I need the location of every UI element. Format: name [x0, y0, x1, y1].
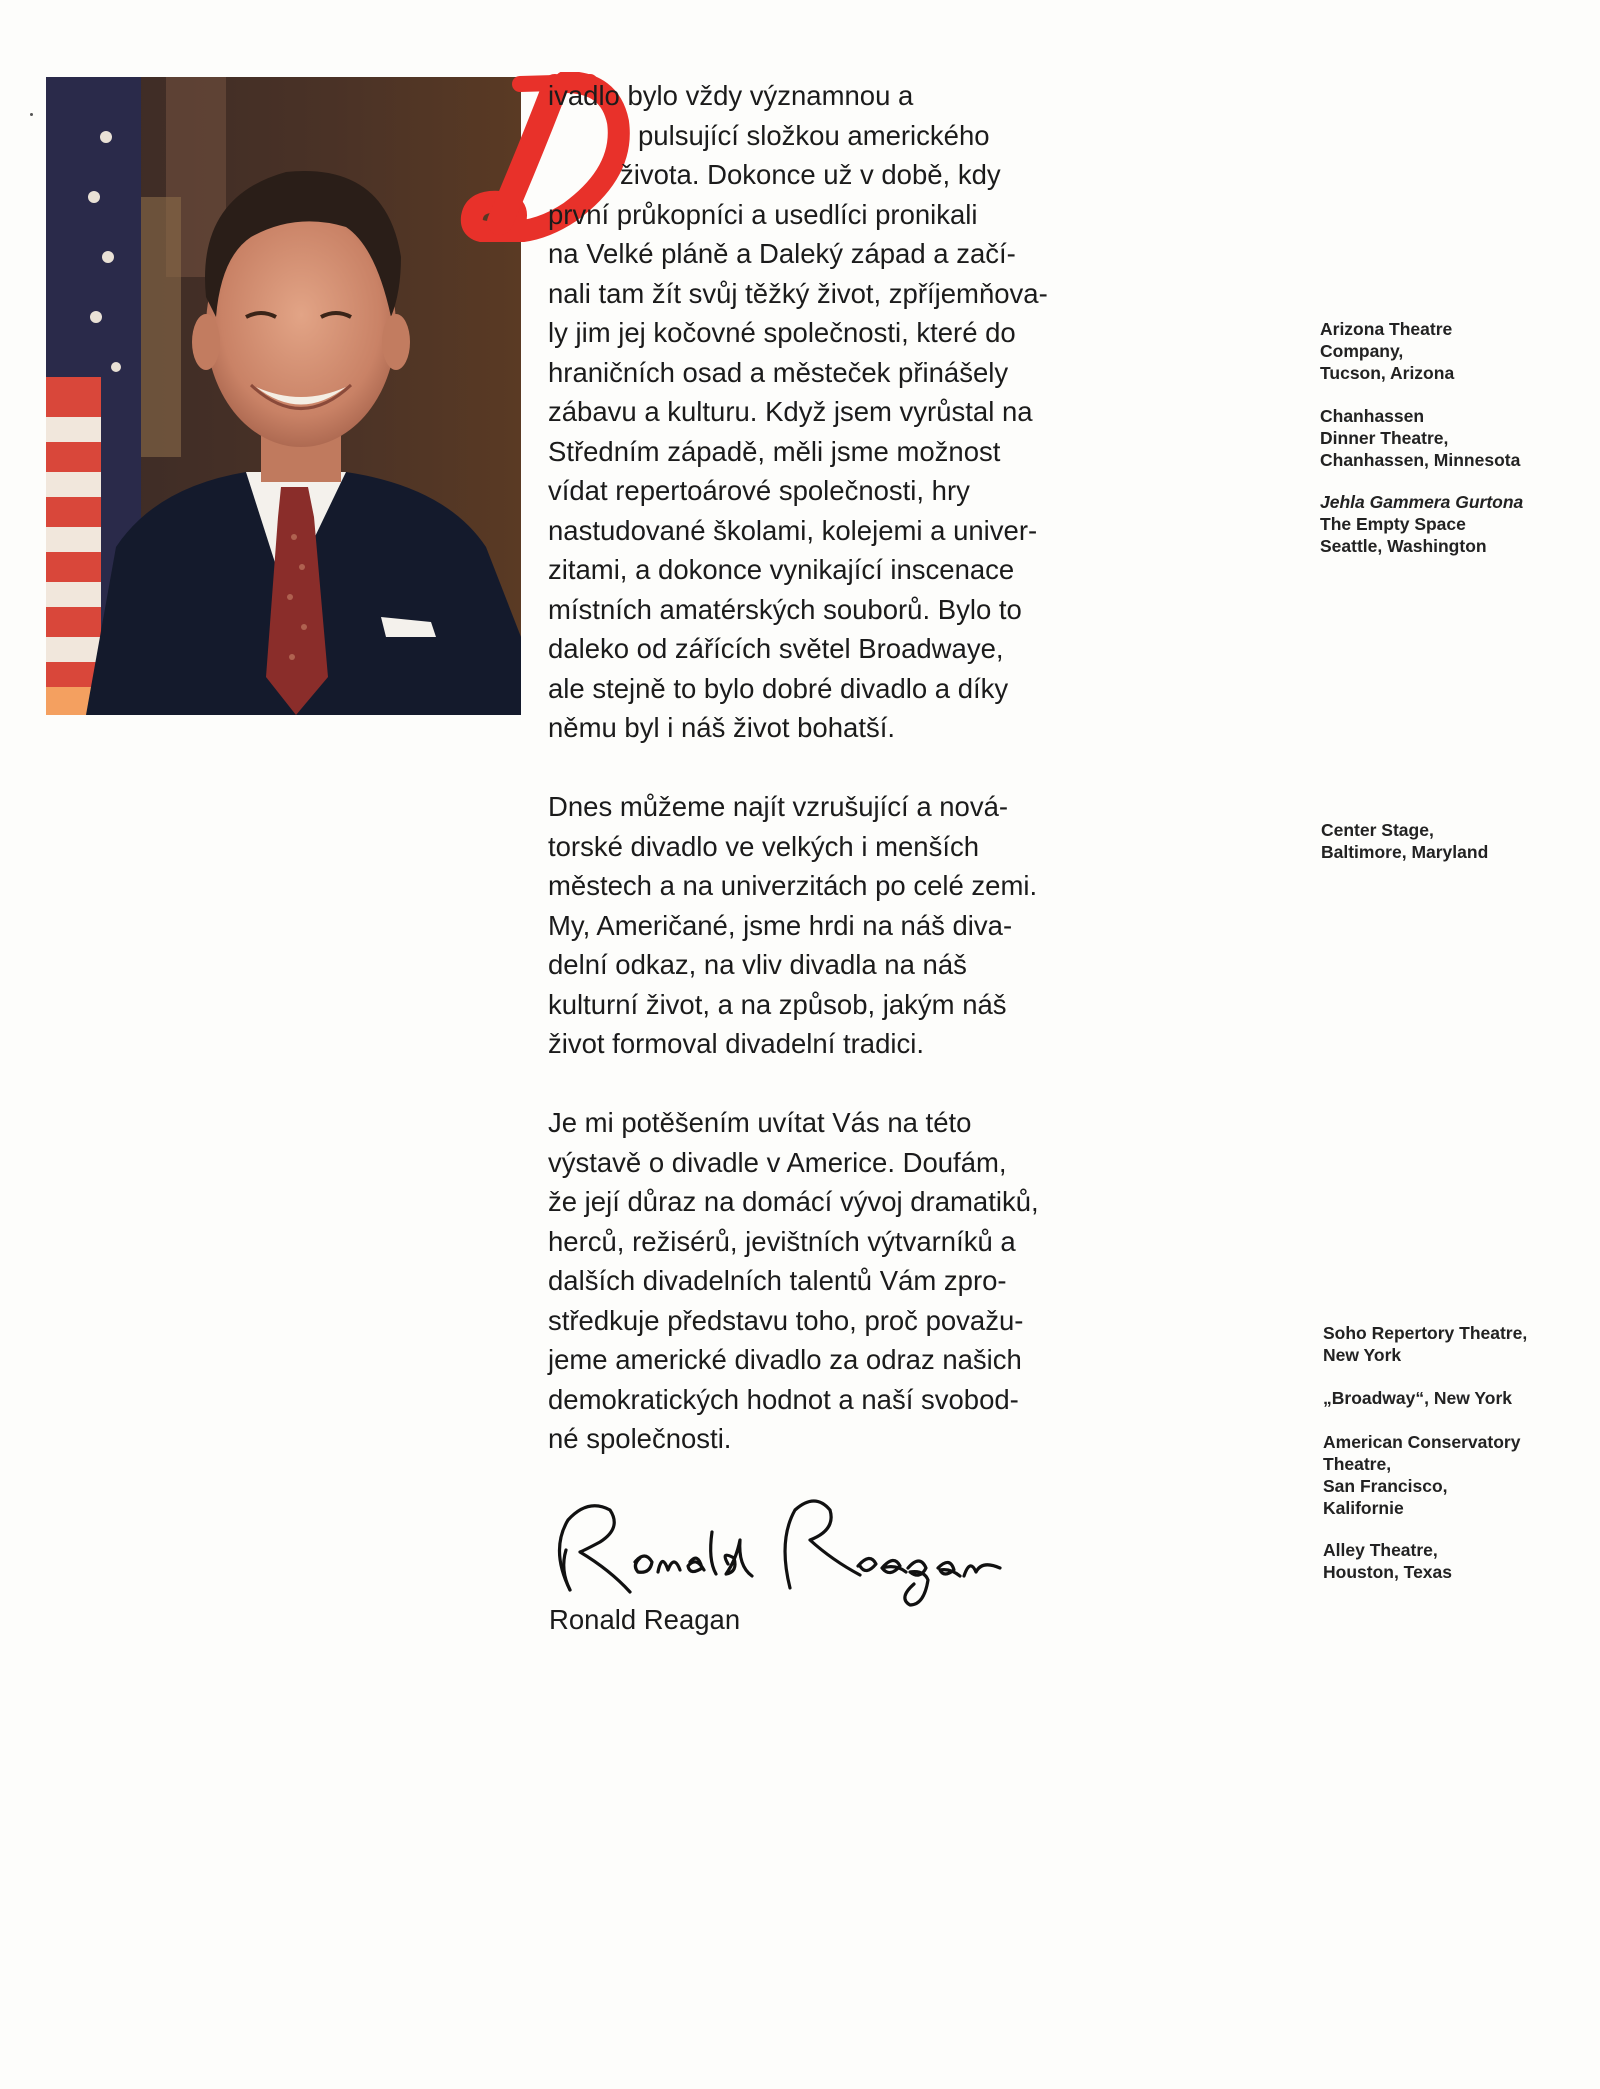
- text-line: Je mi potěšením uvítat Vás na této: [548, 1107, 972, 1138]
- caption-line: Theatre,: [1323, 1454, 1392, 1474]
- text-line: městech a na univerzitách po celé zemi.: [548, 870, 1038, 901]
- caption-line: Dinner Theatre,: [1320, 428, 1449, 448]
- caption-soho: [1323, 1322, 1527, 1366]
- text-line: Dnes můžeme najít vzrušující a nová-: [548, 791, 1009, 822]
- caption-line: San Francisco,: [1323, 1476, 1448, 1496]
- caption-line: Soho Repertory Theatre,: [1323, 1323, 1528, 1343]
- caption-line: Center Stage,: [1321, 820, 1434, 840]
- caption-american-conservatory: [1323, 1431, 1520, 1519]
- text-line: nali tam žít svůj těžký život, zpříjemňova-: [548, 277, 1048, 309]
- caption-line: Chanhassen: [1320, 406, 1425, 426]
- text-line: Středním západě, měli jsme možnost: [548, 435, 1001, 467]
- caption-line: „Broadway“, New York: [1323, 1388, 1512, 1408]
- text-line: první průkopníci a usedlíci pronikali: [548, 198, 978, 230]
- caption-broadway: [1323, 1387, 1512, 1409]
- paragraph-3: [548, 1103, 1088, 1459]
- signature: [540, 1480, 1020, 1610]
- caption-line: Tucson, Arizona: [1320, 363, 1455, 383]
- text-line: pulsující složkou amerického: [638, 119, 990, 151]
- text-line: že její důraz na domácí vývoj dramatiků,: [548, 1186, 1039, 1217]
- caption-line: Houston, Texas: [1323, 1562, 1453, 1582]
- speck: [30, 113, 33, 116]
- signer-name: Ronald Reagan: [549, 1604, 741, 1635]
- text-line: ly jim jej kočovné společnosti, které do: [548, 317, 1016, 348]
- text-line: místních amatérských souborů. Bylo to: [548, 593, 1022, 625]
- text-line: výstavě o divadle v Americe. Doufám,: [548, 1146, 1007, 1178]
- paragraph-1: [548, 76, 1088, 748]
- paragraph-2: [548, 787, 1088, 1064]
- text-line: né společnosti.: [548, 1423, 732, 1454]
- text-line: vídat repertoárové společnosti, hry: [548, 475, 970, 506]
- caption-line: Arizona Theatre: [1320, 319, 1453, 339]
- text-line: hraničních osad a městeček přinášely: [548, 356, 1009, 388]
- caption-line: Kalifornie: [1323, 1498, 1404, 1518]
- text-line: života. Dokonce už v době, kdy: [620, 159, 1001, 190]
- text-line: torské divadlo ve velkých i menších: [548, 830, 980, 862]
- text-line: demokratických hodnot a naší svobod-: [548, 1383, 1019, 1415]
- caption-line: Chanhassen, Minnesota: [1320, 450, 1521, 470]
- caption-chanhassen: [1320, 405, 1520, 471]
- text-line: zábavu a kulturu. Když jsem vyrůstal na: [548, 396, 1033, 427]
- text-line: ivadlo bylo vždy významnou a: [548, 80, 914, 111]
- caption-line: Company,: [1320, 341, 1404, 361]
- text-line: ale stejně to bylo dobré divadlo a díky: [548, 672, 1009, 704]
- text-line: zitami, a dokonce vynikající inscenace: [548, 554, 1015, 585]
- caption-empty-space: [1320, 491, 1523, 557]
- text-line: daleko od zářících světel Broadwaye,: [548, 633, 1004, 664]
- caption-alley: [1323, 1539, 1452, 1583]
- caption-center-stage: [1321, 819, 1488, 863]
- portrait-photo: [46, 77, 521, 715]
- caption-line: Baltimore, Maryland: [1321, 842, 1489, 862]
- caption-italic-title: Jehla Gammera Gurtona: [1320, 492, 1524, 512]
- text-line: středkuje představu toho, proč považu-: [548, 1304, 1024, 1336]
- text-line: kulturní život, a na způsob, jakým náš: [548, 988, 1007, 1020]
- text-line: nastudované školami, kolejemi a univer-: [548, 514, 1038, 546]
- letter-body: [548, 76, 1088, 1459]
- caption-line: Alley Theatre,: [1323, 1540, 1438, 1560]
- text-line: na Velké pláně a Daleký západ a začí-: [548, 238, 1016, 269]
- portrait-photo-icon: [46, 77, 521, 715]
- text-line: dalších divadelních talentů Vám zpro-: [548, 1265, 1007, 1296]
- caption-line: American Conservatory: [1323, 1432, 1521, 1452]
- caption-line: Seattle, Washington: [1320, 536, 1487, 556]
- caption-line: The Empty Space: [1320, 514, 1466, 534]
- caption-line: New York: [1323, 1345, 1402, 1365]
- caption-arizona: [1320, 318, 1454, 384]
- signature-icon: [540, 1480, 1020, 1610]
- text-line: jeme americké divadlo za odraz našich: [548, 1344, 1022, 1375]
- text-line: My, Američané, jsme hrdi na náš diva-: [548, 909, 1013, 941]
- text-line: herců, režisérů, jevištních výtvarníků a: [548, 1225, 1016, 1257]
- text-line: němu byl i náš život bohatší.: [548, 712, 895, 743]
- text-line: delní odkaz, na vliv divadla na náš: [548, 949, 967, 980]
- text-line: život formoval divadelní tradici.: [548, 1028, 924, 1059]
